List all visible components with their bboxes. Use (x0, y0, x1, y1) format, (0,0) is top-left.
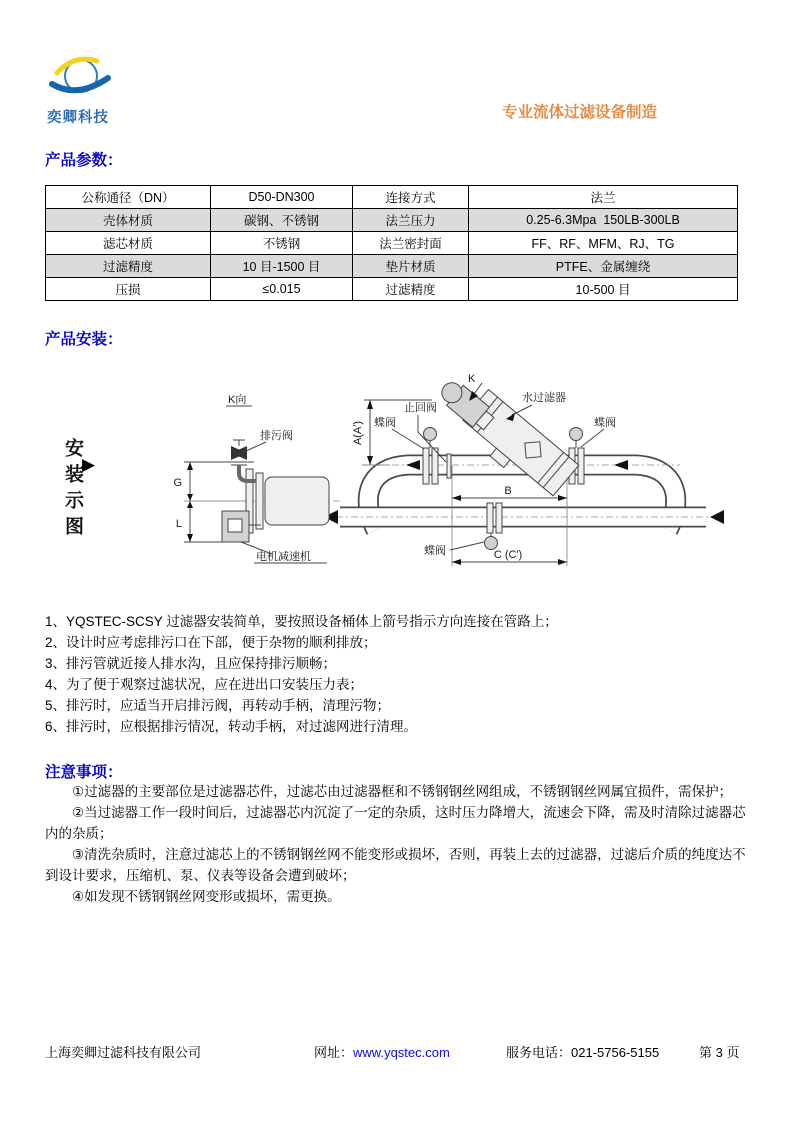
table-cell: 过滤精度 (46, 255, 211, 278)
section-title-product-params: 产品参数： (45, 152, 123, 169)
k-view-label: K向 (228, 394, 247, 406)
list-item: 2、设计时应考虑排污口在下部，便于杂物的顺利排放； (45, 635, 377, 650)
footer-phone-number: 021-5756-5155 (571, 1045, 660, 1060)
right-arrow-icon: ▶ (82, 455, 96, 474)
install-steps-list (45, 611, 558, 737)
list-item: 1、YQSTEC-SCSY 过滤器安装简单，要按照设备桶体上箭号指示方向连接在管路上； (45, 614, 558, 629)
table-cell: 10-500 目 (469, 278, 738, 301)
table-cell: 法兰 (469, 186, 738, 209)
table-cell: 0.25-6.3Mpa 150LB-300LB (469, 209, 738, 232)
table-cell: 公称通径（DN） (46, 186, 211, 209)
logo-text: 奕卿科技 (47, 110, 109, 126)
installation-diagram (40, 370, 760, 605)
table-row (46, 186, 738, 209)
section-title-notes: 注意事项： (45, 764, 123, 781)
table-row (46, 209, 738, 232)
motor-reducer-label: 电机减速机 (256, 551, 311, 563)
note-paragraph: ④如发现不锈钢钢丝网变形或损坏，需更换。 (72, 889, 341, 904)
footer-website (314, 1042, 450, 1061)
table-cell: ≤0.015 (211, 278, 353, 301)
note-paragraph: ②当过滤器工作一段时间后，过滤器芯内沉淀了一定的杂质，这时压力降增大，流速会下降，需及时清除过滤器芯内的杂质； (45, 805, 746, 841)
table-cell: 法兰压力 (353, 209, 469, 232)
table-row (46, 255, 738, 278)
table-cell: 法兰密封面 (353, 232, 469, 255)
table-cell: 过滤精度 (353, 278, 469, 301)
table-cell: D50-DN300 (211, 186, 353, 209)
diagram-side-label: 安装示图 (62, 438, 83, 542)
page-footer (0, 1042, 793, 1062)
diagram-label-k: K (468, 373, 476, 385)
footer-url-label: 网址： (314, 1045, 354, 1060)
table-cell: 滤芯材质 (46, 232, 211, 255)
footer-phone-label: 服务电话： (506, 1045, 572, 1060)
product-params-table (45, 185, 738, 301)
table-cell: 壳体材质 (46, 209, 211, 232)
dim-a-label: A(A′) (352, 420, 364, 446)
check-valve-label: 止回阀 (404, 402, 437, 414)
table-row (46, 278, 738, 301)
note-paragraph: ①过滤器的主要部位是过滤器芯件，过滤芯由过滤器框和不锈钢钢丝网组成，不锈钢钢丝网属宜损件，需保护； (72, 784, 733, 799)
table-cell: 不锈钢 (211, 232, 353, 255)
table-cell: 垫片材质 (353, 255, 469, 278)
list-item: 3、排污管就近接人排水沟，且应保持排污顺畅； (45, 656, 337, 671)
dim-g-label: G (173, 477, 182, 489)
butterfly-valve-right-label: 蝶阀 (594, 417, 616, 429)
list-item: 4、为了便于观察过滤状况，应在进出口安装压力表； (45, 677, 364, 692)
water-filter-label: 水过滤器 (522, 392, 566, 404)
dim-c-label: C (C′) (493, 549, 523, 561)
dim-b-label: B (504, 485, 512, 497)
section-title-product-install: 产品安装： (45, 331, 123, 348)
table-cell: 压损 (46, 278, 211, 301)
footer-url-link[interactable]: www.yqstec.com (353, 1045, 450, 1060)
table-row (46, 232, 738, 255)
table-cell: FF、RF、MFM、RJ、TG (469, 232, 738, 255)
logo-globe-icon (47, 52, 113, 100)
butterfly-valve-left-label: 蝶阀 (374, 417, 396, 429)
header-slogan: 专业流体过滤设备制造 (502, 104, 658, 121)
footer-phone (506, 1042, 659, 1061)
list-item: 5、排污时，应适当开启排污阀，再转动手柄，清理污物； (45, 698, 391, 713)
table-cell: 连接方式 (353, 186, 469, 209)
notes-list (45, 781, 751, 907)
dim-l-label: L (175, 518, 182, 530)
footer-company: 上海奕卿过滤科技有限公司 (45, 1045, 202, 1060)
company-logo (47, 52, 157, 127)
table-cell: 10 目-1500 目 (211, 255, 353, 278)
list-item: 6、排污时，应根据排污情况，转动手柄，对过滤网进行清理。 (45, 719, 418, 734)
table-cell: 碳钢、不锈钢 (211, 209, 353, 232)
footer-page-number: 第 3 页 (699, 1045, 740, 1060)
drain-valve-label: 排污阀 (260, 430, 293, 442)
note-paragraph: ③清洗杂质时，注意过滤芯上的不锈钢钢丝网不能变形或损坏，否则，再装上去的过滤器，过滤后介质的纯度达不到设计要求，压缩机、泵、仪表等设备会遭到破坏； (45, 847, 746, 883)
installation-diagram-drawing (40, 370, 760, 605)
butterfly-valve-bottom-label: 蝶阀 (424, 545, 446, 557)
table-cell: PTFE、金属缠绕 (469, 255, 738, 278)
